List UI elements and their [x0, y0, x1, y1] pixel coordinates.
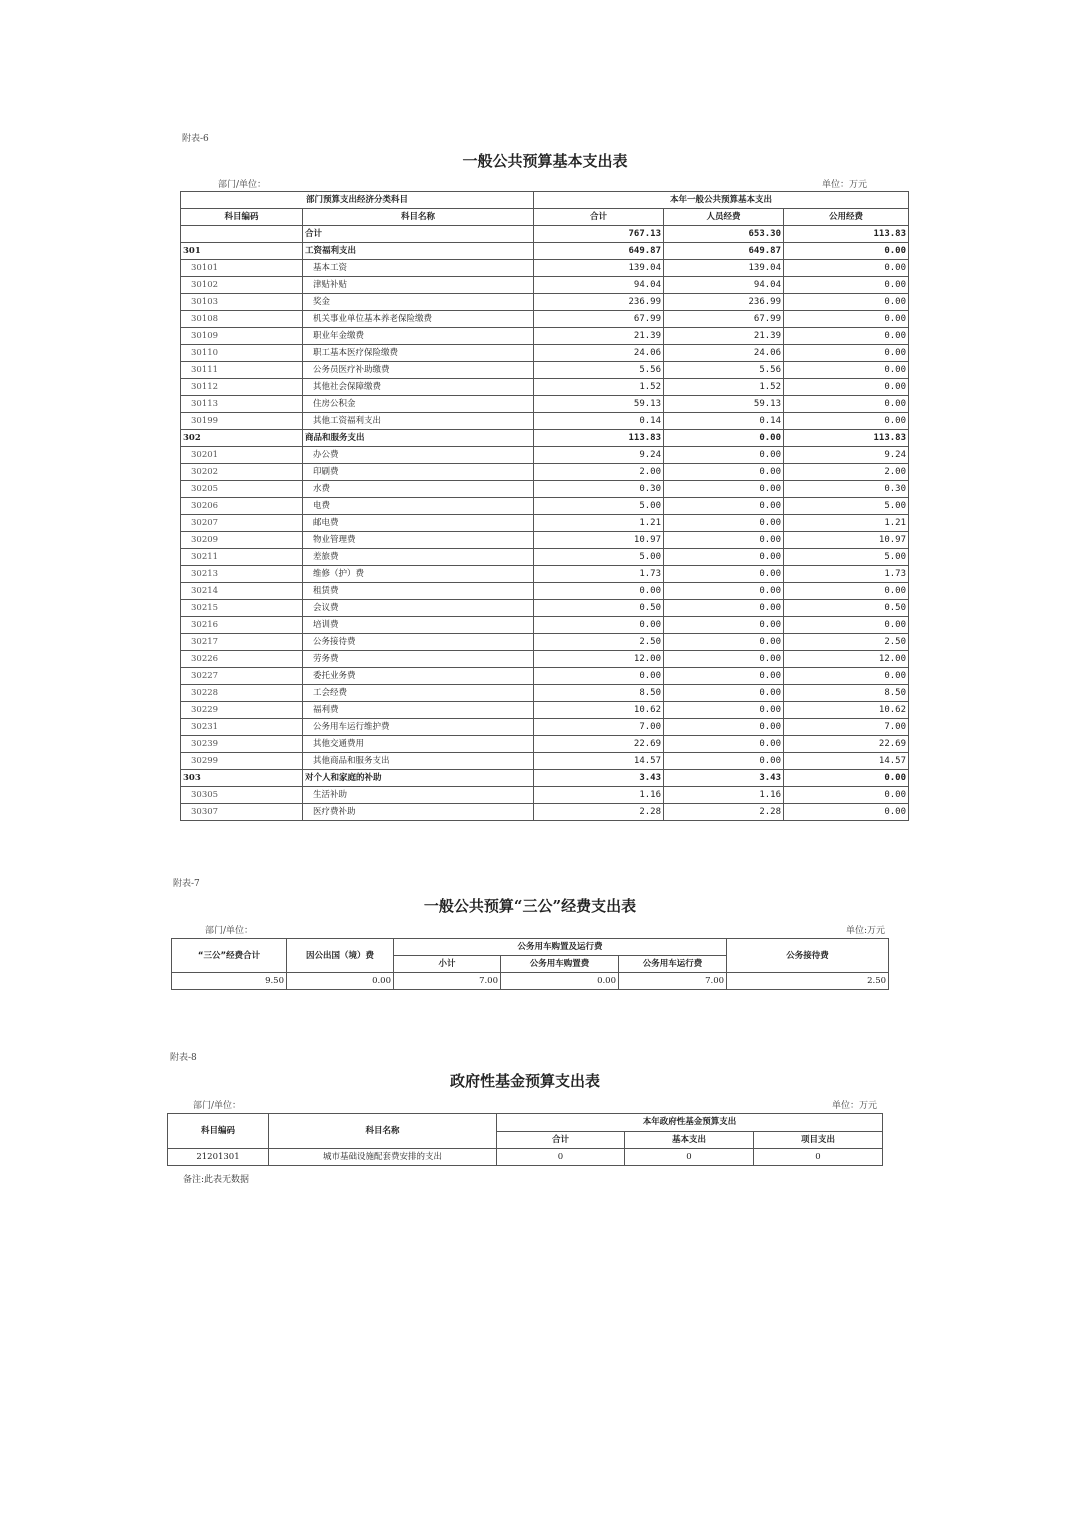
cell-total: 5.00	[534, 549, 664, 566]
cell-total: 0.00	[534, 617, 664, 634]
cell-code: 30202	[181, 464, 303, 481]
cell-total: 2.00	[534, 464, 664, 481]
appendix-label-6: 附表-6	[182, 134, 209, 144]
cell-code: 30207	[181, 515, 303, 532]
cell-name: 差旅费	[303, 549, 534, 566]
cell-total: 649.87	[534, 243, 664, 260]
table-row	[181, 430, 909, 447]
header-car-group: 公务用车购置及运行费	[394, 939, 727, 956]
cell-total: 22.69	[534, 736, 664, 753]
table-row	[172, 973, 889, 990]
cell-code	[181, 226, 303, 243]
cell-name: 租赁费	[303, 583, 534, 600]
table6-title: 一般公共预算基本支出表	[462, 152, 628, 170]
table-row	[181, 804, 909, 821]
table-row	[181, 328, 909, 345]
cell-total: 94.04	[534, 277, 664, 294]
cell-total: 0.00	[534, 668, 664, 685]
table-row	[181, 294, 909, 311]
cell-name: 其他商品和服务支出	[303, 753, 534, 770]
cell-code: 30112	[181, 379, 303, 396]
cell-total: 9.24	[534, 447, 664, 464]
cell-public: 113.83	[784, 226, 909, 243]
value-total: 9.50	[172, 973, 287, 990]
cell-personnel: 2.28	[664, 804, 784, 821]
cell-name: 其他工资福利支出	[303, 413, 534, 430]
cell-public: 2.50	[784, 634, 909, 651]
cell-personnel: 0.00	[664, 583, 784, 600]
cell-public: 8.50	[784, 685, 909, 702]
header-name: 科目名称	[303, 209, 534, 226]
cell-total: 10.97	[534, 532, 664, 549]
cell-total: 0.14	[534, 413, 664, 430]
cell-personnel: 21.39	[664, 328, 784, 345]
table-row	[181, 515, 909, 532]
cell-public: 0.30	[784, 481, 909, 498]
header-project: 项目支出	[754, 1131, 883, 1149]
table-row	[181, 362, 909, 379]
header-public: 公用经费	[784, 209, 909, 226]
cell-name: 会议费	[303, 600, 534, 617]
table-row	[181, 685, 909, 702]
header-subtotal: 小计	[394, 956, 501, 973]
table-row	[181, 770, 909, 787]
cell-name: 培训费	[303, 617, 534, 634]
cell-name: 工资福利支出	[303, 243, 534, 260]
table-row	[181, 481, 909, 498]
cell-personnel: 67.99	[664, 311, 784, 328]
table-row	[181, 226, 909, 243]
cell-name: 物业管理费	[303, 532, 534, 549]
cell-public: 0.00	[784, 804, 909, 821]
cell-code: 30214	[181, 583, 303, 600]
table-row	[181, 396, 909, 413]
cell-personnel: 0.00	[664, 498, 784, 515]
cell-code: 21201301	[168, 1149, 269, 1166]
table-row	[181, 413, 909, 430]
cell-personnel: 1.52	[664, 379, 784, 396]
cell-personnel: 0.00	[664, 634, 784, 651]
appendix-label-8: 附表-8	[170, 1053, 197, 1063]
value-subtotal: 7.00	[394, 973, 501, 990]
cell-personnel: 0.00	[664, 566, 784, 583]
table7-dept: 部门/单位：	[205, 926, 254, 936]
cell-total: 10.62	[534, 702, 664, 719]
cell-code: 30226	[181, 651, 303, 668]
cell-public: 2.00	[784, 464, 909, 481]
cell-total: 0	[497, 1149, 625, 1166]
cell-public: 5.00	[784, 549, 909, 566]
cell-name: 住房公积金	[303, 396, 534, 413]
header-personnel: 人员经费	[664, 209, 784, 226]
cell-public: 0.00	[784, 787, 909, 804]
value-car-purchase: 0.00	[501, 973, 619, 990]
cell-personnel: 0.00	[664, 532, 784, 549]
table6-unit: 单位：万元	[822, 180, 868, 190]
cell-total: 5.00	[534, 498, 664, 515]
table8-title: 政府性基金预算支出表	[449, 1072, 600, 1090]
table-row	[181, 634, 909, 651]
table-row	[181, 532, 909, 549]
cell-public: 0.00	[784, 770, 909, 787]
appendix-label-7: 附表-7	[173, 879, 200, 889]
table-row	[181, 498, 909, 515]
cell-personnel: 5.56	[664, 362, 784, 379]
cell-code: 301	[181, 243, 303, 260]
cell-public: 1.73	[784, 566, 909, 583]
cell-code: 30307	[181, 804, 303, 821]
cell-code: 30227	[181, 668, 303, 685]
cell-total: 1.16	[534, 787, 664, 804]
cell-personnel: 653.30	[664, 226, 784, 243]
cell-code: 302	[181, 430, 303, 447]
cell-code: 30213	[181, 566, 303, 583]
cell-code: 30228	[181, 685, 303, 702]
cell-code: 30305	[181, 787, 303, 804]
header-reception: 公务接待费	[727, 939, 889, 973]
header-name: 科目名称	[269, 1114, 497, 1149]
cell-public: 0.00	[784, 294, 909, 311]
cell-public: 0.00	[784, 345, 909, 362]
cell-personnel: 0.14	[664, 413, 784, 430]
cell-public: 14.57	[784, 753, 909, 770]
cell-personnel: 3.43	[664, 770, 784, 787]
table-row	[168, 1149, 883, 1166]
table-row	[181, 753, 909, 770]
header-code: 科目编码	[168, 1114, 269, 1149]
cell-personnel: 649.87	[664, 243, 784, 260]
cell-public: 0.00	[784, 260, 909, 277]
cell-personnel: 59.13	[664, 396, 784, 413]
table-row	[181, 600, 909, 617]
cell-code: 30110	[181, 345, 303, 362]
cell-code: 30111	[181, 362, 303, 379]
header-car-purchase: 公务用车购置费	[501, 956, 619, 973]
cell-name: 印刷费	[303, 464, 534, 481]
cell-public: 113.83	[784, 430, 909, 447]
cell-total: 7.00	[534, 719, 664, 736]
table-row	[181, 447, 909, 464]
table-row	[181, 566, 909, 583]
table-row	[181, 668, 909, 685]
cell-name: 公务接待费	[303, 634, 534, 651]
header-abroad: 因公出国（境）费	[287, 939, 394, 973]
value-reception: 2.50	[727, 973, 889, 990]
cell-name: 办公费	[303, 447, 534, 464]
header-code: 科目编码	[181, 209, 303, 226]
cell-name: 奖金	[303, 294, 534, 311]
cell-code: 30211	[181, 549, 303, 566]
cell-total: 1.52	[534, 379, 664, 396]
cell-public: 1.21	[784, 515, 909, 532]
cell-code: 30201	[181, 447, 303, 464]
cell-name: 邮电费	[303, 515, 534, 532]
table-row	[181, 719, 909, 736]
cell-personnel: 0.00	[664, 617, 784, 634]
cell-name: 医疗费补助	[303, 804, 534, 821]
cell-personnel: 0.00	[664, 549, 784, 566]
cell-total: 8.50	[534, 685, 664, 702]
header-econ-classification: 部门预算支出经济分类科目	[181, 192, 534, 209]
cell-personnel: 0.00	[664, 464, 784, 481]
cell-personnel: 0.00	[664, 719, 784, 736]
value-car-operation: 7.00	[619, 973, 727, 990]
cell-total: 0.30	[534, 481, 664, 498]
cell-public: 10.62	[784, 702, 909, 719]
cell-total: 113.83	[534, 430, 664, 447]
table8-unit: 单位：万元	[832, 1101, 878, 1111]
cell-public: 0.00	[784, 379, 909, 396]
table-row	[181, 311, 909, 328]
cell-total: 5.56	[534, 362, 664, 379]
cell-project: 0	[754, 1149, 883, 1166]
header-fund-group: 本年政府性基金预算支出	[497, 1114, 883, 1132]
cell-public: 0.00	[784, 277, 909, 294]
cell-code: 30217	[181, 634, 303, 651]
cell-public: 0.00	[784, 328, 909, 345]
table-row	[181, 379, 909, 396]
cell-personnel: 0.00	[664, 430, 784, 447]
cell-public: 12.00	[784, 651, 909, 668]
table-row	[181, 617, 909, 634]
cell-public: 0.50	[784, 600, 909, 617]
table-row	[181, 345, 909, 362]
cell-personnel: 236.99	[664, 294, 784, 311]
cell-name: 津贴补贴	[303, 277, 534, 294]
cell-code: 30199	[181, 413, 303, 430]
cell-personnel: 0.00	[664, 753, 784, 770]
cell-code: 30108	[181, 311, 303, 328]
table-row	[181, 243, 909, 260]
table-row	[181, 583, 909, 600]
cell-name: 对个人和家庭的补助	[303, 770, 534, 787]
cell-name: 福利费	[303, 702, 534, 719]
cell-code: 30239	[181, 736, 303, 753]
cell-code: 30205	[181, 481, 303, 498]
cell-total: 767.13	[534, 226, 664, 243]
cell-name: 公务员医疗补助缴费	[303, 362, 534, 379]
government-fund-expenditure-table	[167, 1113, 883, 1166]
cell-personnel: 24.06	[664, 345, 784, 362]
header-three-public-total: “三公”经费合计	[172, 939, 287, 973]
cell-code: 30206	[181, 498, 303, 515]
cell-name: 基本工资	[303, 260, 534, 277]
cell-total: 59.13	[534, 396, 664, 413]
header-car-operation: 公务用车运行费	[619, 956, 727, 973]
cell-code: 30103	[181, 294, 303, 311]
cell-name: 工会经费	[303, 685, 534, 702]
table-row	[181, 651, 909, 668]
cell-code: 30109	[181, 328, 303, 345]
cell-name: 机关事业单位基本养老保险缴费	[303, 311, 534, 328]
table6-dept: 部门/单位：	[218, 180, 267, 190]
cell-total: 139.04	[534, 260, 664, 277]
cell-public: 0.00	[784, 362, 909, 379]
cell-code: 30102	[181, 277, 303, 294]
table-row	[181, 464, 909, 481]
three-public-expenditure-table	[171, 938, 889, 990]
cell-total: 0.00	[534, 583, 664, 600]
cell-total: 67.99	[534, 311, 664, 328]
table-row	[181, 702, 909, 719]
cell-public: 9.24	[784, 447, 909, 464]
cell-personnel: 0.00	[664, 447, 784, 464]
cell-personnel: 0.00	[664, 600, 784, 617]
cell-total: 2.28	[534, 804, 664, 821]
cell-total: 1.21	[534, 515, 664, 532]
cell-name: 生活补助	[303, 787, 534, 804]
cell-name: 维修（护）费	[303, 566, 534, 583]
cell-name: 电费	[303, 498, 534, 515]
cell-code: 30209	[181, 532, 303, 549]
cell-code: 30101	[181, 260, 303, 277]
table-row	[181, 260, 909, 277]
cell-total: 21.39	[534, 328, 664, 345]
cell-public: 7.00	[784, 719, 909, 736]
cell-name: 其他社会保障缴费	[303, 379, 534, 396]
table6-body	[181, 226, 909, 821]
cell-total: 12.00	[534, 651, 664, 668]
cell-name: 职工基本医疗保险缴费	[303, 345, 534, 362]
header-basic: 基本支出	[625, 1131, 754, 1149]
cell-total: 2.50	[534, 634, 664, 651]
general-budget-basic-expenditure-table	[180, 191, 909, 821]
cell-code: 30215	[181, 600, 303, 617]
cell-public: 10.97	[784, 532, 909, 549]
table-row	[181, 787, 909, 804]
cell-public: 0.00	[784, 396, 909, 413]
header-total: 合计	[497, 1131, 625, 1149]
cell-total: 14.57	[534, 753, 664, 770]
cell-code: 30229	[181, 702, 303, 719]
cell-name: 公务用车运行维护费	[303, 719, 534, 736]
cell-code: 30299	[181, 753, 303, 770]
cell-personnel: 139.04	[664, 260, 784, 277]
cell-public: 5.00	[784, 498, 909, 515]
cell-personnel: 94.04	[664, 277, 784, 294]
cell-name: 委托业务费	[303, 668, 534, 685]
table7-title: 一般公共预算“三公”经费支出表	[423, 897, 637, 915]
cell-name: 城市基础设施配套费安排的支出	[269, 1149, 497, 1166]
cell-name: 水费	[303, 481, 534, 498]
cell-total: 3.43	[534, 770, 664, 787]
table-row	[181, 549, 909, 566]
cell-personnel: 0.00	[664, 702, 784, 719]
cell-personnel: 0.00	[664, 668, 784, 685]
cell-basic: 0	[625, 1149, 754, 1166]
cell-total: 1.73	[534, 566, 664, 583]
cell-code: 30113	[181, 396, 303, 413]
cell-code: 303	[181, 770, 303, 787]
cell-name: 劳务费	[303, 651, 534, 668]
cell-public: 0.00	[784, 668, 909, 685]
cell-name: 合计	[303, 226, 534, 243]
cell-code: 30216	[181, 617, 303, 634]
cell-public: 0.00	[784, 243, 909, 260]
table8-dept: 部门/单位：	[193, 1101, 242, 1111]
cell-personnel: 0.00	[664, 651, 784, 668]
cell-personnel: 0.00	[664, 736, 784, 753]
cell-name: 其他交通费用	[303, 736, 534, 753]
header-total: 合计	[534, 209, 664, 226]
cell-public: 0.00	[784, 311, 909, 328]
cell-public: 0.00	[784, 413, 909, 430]
table-row	[181, 736, 909, 753]
cell-public: 22.69	[784, 736, 909, 753]
cell-personnel: 0.00	[664, 685, 784, 702]
cell-total: 0.50	[534, 600, 664, 617]
cell-public: 0.00	[784, 617, 909, 634]
table8-note: 备注:此表无数据	[183, 1175, 250, 1185]
cell-name: 职业年金缴费	[303, 328, 534, 345]
cell-personnel: 0.00	[664, 481, 784, 498]
cell-total: 236.99	[534, 294, 664, 311]
cell-personnel: 0.00	[664, 515, 784, 532]
header-current-year-basic: 本年一般公共预算基本支出	[534, 192, 909, 209]
cell-name: 商品和服务支出	[303, 430, 534, 447]
cell-code: 30231	[181, 719, 303, 736]
cell-public: 0.00	[784, 583, 909, 600]
table7-unit: 单位:万元	[846, 926, 886, 936]
cell-personnel: 1.16	[664, 787, 784, 804]
value-abroad: 0.00	[287, 973, 394, 990]
cell-total: 24.06	[534, 345, 664, 362]
table-row	[181, 277, 909, 294]
